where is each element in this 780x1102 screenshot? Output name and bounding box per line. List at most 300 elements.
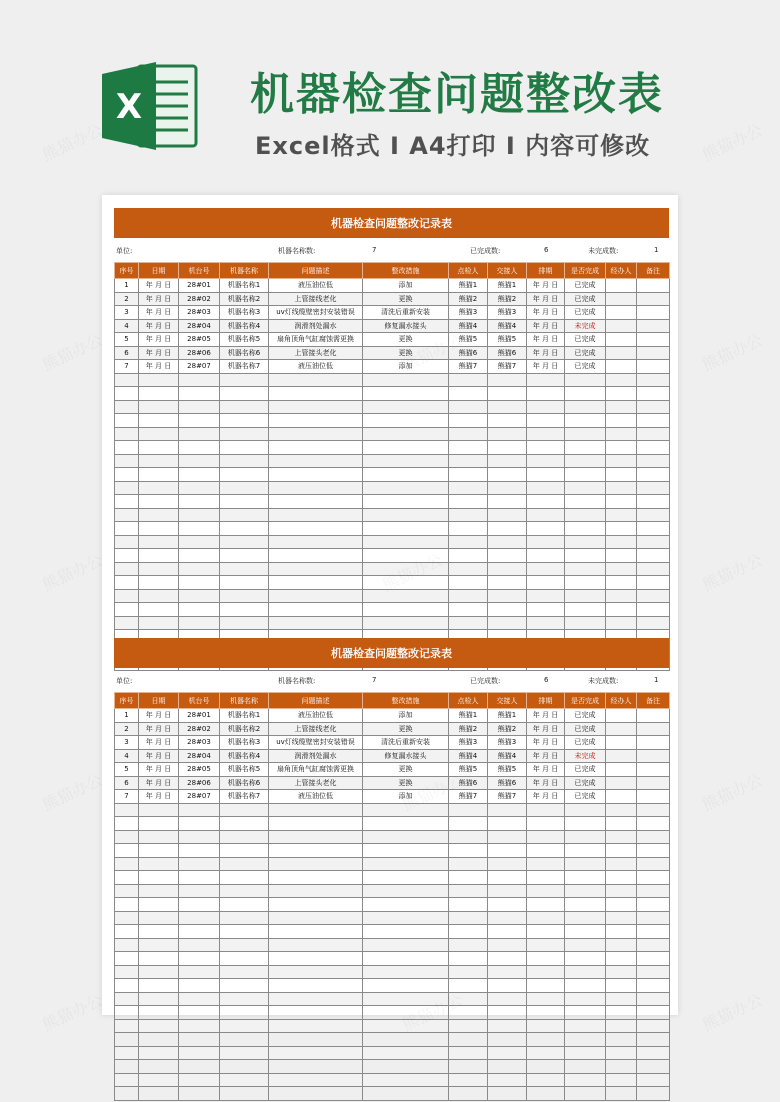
table-cell[interactable] (269, 468, 363, 482)
table-cell[interactable]: 6 (115, 346, 139, 360)
table-cell[interactable] (637, 911, 670, 925)
table-cell[interactable] (565, 387, 606, 401)
table-cell[interactable]: 5 (115, 763, 139, 777)
table-cell[interactable]: 6 (115, 776, 139, 790)
table-cell[interactable] (488, 1046, 527, 1060)
table-cell[interactable]: 年 月 日 (527, 736, 565, 750)
table-cell[interactable]: 已完成 (565, 360, 606, 374)
table-cell[interactable] (363, 925, 449, 939)
table-cell[interactable] (637, 373, 670, 387)
table-cell[interactable]: 熊猫2 (488, 722, 527, 736)
table-cell[interactable]: 机器名称7 (220, 360, 269, 374)
table-cell[interactable]: 年 月 日 (527, 360, 565, 374)
table-cell[interactable] (637, 749, 670, 763)
table-cell[interactable] (220, 468, 269, 482)
table-cell[interactable] (139, 373, 179, 387)
column-header[interactable]: 备注 (637, 263, 670, 279)
table-cell[interactable] (179, 884, 220, 898)
table-cell[interactable]: 7 (115, 360, 139, 374)
table-cell[interactable] (488, 1087, 527, 1101)
table-cell[interactable] (179, 1019, 220, 1033)
table-cell[interactable] (606, 1006, 637, 1020)
table-cell[interactable] (139, 992, 179, 1006)
table-cell[interactable]: 熊猫4 (449, 319, 488, 333)
table-cell[interactable] (179, 952, 220, 966)
table-cell[interactable] (637, 279, 670, 293)
table-cell[interactable]: 未完成 (565, 319, 606, 333)
table-cell[interactable] (637, 414, 670, 428)
table-cell[interactable] (449, 925, 488, 939)
table-cell[interactable]: 修复漏水接头 (363, 749, 449, 763)
table-cell[interactable] (363, 400, 449, 414)
table-cell[interactable] (115, 803, 139, 817)
table-cell[interactable] (220, 1073, 269, 1087)
table-cell[interactable] (565, 400, 606, 414)
table-cell[interactable] (488, 481, 527, 495)
table-cell[interactable] (637, 508, 670, 522)
machine-count-value[interactable]: 7 (372, 246, 377, 254)
table-cell[interactable] (488, 562, 527, 576)
table-cell[interactable] (139, 522, 179, 536)
table-cell[interactable]: 上管接线老化 (269, 292, 363, 306)
table-cell[interactable] (565, 1073, 606, 1087)
table-cell[interactable] (565, 1019, 606, 1033)
table-cell[interactable] (220, 857, 269, 871)
table-cell[interactable] (139, 1087, 179, 1101)
table-cell[interactable] (637, 1006, 670, 1020)
table-cell[interactable] (139, 495, 179, 509)
table-cell[interactable] (488, 1033, 527, 1047)
table-cell[interactable]: 熊猫6 (449, 776, 488, 790)
table-cell[interactable] (449, 481, 488, 495)
table-cell[interactable] (527, 1087, 565, 1101)
table-cell[interactable]: 机器名称3 (220, 306, 269, 320)
table-cell[interactable] (363, 535, 449, 549)
table-cell[interactable]: 上管接头老化 (269, 776, 363, 790)
table-cell[interactable]: 熊猫6 (488, 776, 527, 790)
table-cell[interactable] (527, 979, 565, 993)
table-cell[interactable] (637, 603, 670, 617)
table-cell[interactable] (179, 508, 220, 522)
table-cell[interactable] (488, 414, 527, 428)
column-header[interactable]: 问题描述 (269, 693, 363, 709)
table-cell[interactable] (637, 333, 670, 347)
table-cell[interactable] (527, 508, 565, 522)
table-cell[interactable] (269, 1019, 363, 1033)
table-cell[interactable]: 28#05 (179, 333, 220, 347)
table-cell[interactable] (637, 1019, 670, 1033)
table-cell[interactable]: 已完成 (565, 763, 606, 777)
table-cell[interactable] (637, 857, 670, 871)
table-cell[interactable]: 28#04 (179, 319, 220, 333)
table-cell[interactable] (565, 508, 606, 522)
table-cell[interactable] (115, 857, 139, 871)
table-cell[interactable] (527, 803, 565, 817)
table-cell[interactable] (115, 441, 139, 455)
table-cell[interactable]: 熊猫4 (449, 749, 488, 763)
table-cell[interactable] (637, 1087, 670, 1101)
table-cell[interactable] (179, 427, 220, 441)
table-cell[interactable] (115, 1033, 139, 1047)
table-cell[interactable]: 机器名称5 (220, 333, 269, 347)
table-cell[interactable] (488, 441, 527, 455)
table-cell[interactable] (637, 481, 670, 495)
table-cell[interactable] (179, 562, 220, 576)
table-cell[interactable] (220, 400, 269, 414)
table-cell[interactable] (115, 1006, 139, 1020)
table-cell[interactable] (565, 481, 606, 495)
table-cell[interactable] (139, 549, 179, 563)
table-cell[interactable]: 年 月 日 (527, 763, 565, 777)
table-cell[interactable] (139, 898, 179, 912)
table-cell[interactable] (269, 1006, 363, 1020)
table-cell[interactable] (363, 522, 449, 536)
table-cell[interactable] (139, 1046, 179, 1060)
table-cell[interactable] (527, 1019, 565, 1033)
table-cell[interactable] (269, 938, 363, 952)
table-cell[interactable] (637, 441, 670, 455)
table-cell[interactable] (179, 992, 220, 1006)
column-header[interactable]: 交接人 (488, 263, 527, 279)
table-cell[interactable] (269, 454, 363, 468)
table-cell[interactable] (565, 562, 606, 576)
table-cell[interactable]: 年 月 日 (139, 319, 179, 333)
table-cell[interactable] (115, 925, 139, 939)
table-cell[interactable]: 更换 (363, 776, 449, 790)
table-cell[interactable] (637, 427, 670, 441)
table-cell[interactable] (606, 508, 637, 522)
table-cell[interactable] (488, 427, 527, 441)
table-cell[interactable]: 更换 (363, 292, 449, 306)
table-cell[interactable]: 熊猫3 (449, 306, 488, 320)
table-cell[interactable]: 熊猫2 (449, 722, 488, 736)
table-cell[interactable]: 28#01 (179, 709, 220, 723)
table-cell[interactable] (637, 306, 670, 320)
table-cell[interactable]: 2 (115, 722, 139, 736)
table-cell[interactable] (637, 616, 670, 630)
column-header[interactable]: 经办人 (606, 693, 637, 709)
table-cell[interactable] (565, 549, 606, 563)
table-cell[interactable] (179, 1033, 220, 1047)
table-cell[interactable] (269, 1046, 363, 1060)
table-cell[interactable] (488, 884, 527, 898)
table-cell[interactable] (179, 871, 220, 885)
table-cell[interactable] (565, 965, 606, 979)
table-cell[interactable] (527, 1046, 565, 1060)
column-header[interactable]: 整改措施 (363, 263, 449, 279)
table-cell[interactable] (606, 319, 637, 333)
table-cell[interactable] (606, 535, 637, 549)
table-cell[interactable]: 机器名称3 (220, 736, 269, 750)
table-cell[interactable] (527, 427, 565, 441)
table-cell[interactable] (179, 441, 220, 455)
table-cell[interactable] (179, 454, 220, 468)
column-header[interactable]: 经办人 (606, 263, 637, 279)
table-cell[interactable] (139, 508, 179, 522)
table-cell[interactable] (527, 952, 565, 966)
table-cell[interactable] (565, 1060, 606, 1074)
table-cell[interactable] (606, 441, 637, 455)
table-cell[interactable] (269, 535, 363, 549)
table-cell[interactable]: 熊猫4 (488, 319, 527, 333)
table-cell[interactable] (269, 857, 363, 871)
table-cell[interactable] (115, 817, 139, 831)
table-cell[interactable] (637, 979, 670, 993)
table-cell[interactable] (363, 844, 449, 858)
table-cell[interactable]: 未完成 (565, 749, 606, 763)
table-cell[interactable] (449, 898, 488, 912)
table-cell[interactable] (179, 830, 220, 844)
table-cell[interactable]: 28#06 (179, 346, 220, 360)
table-cell[interactable] (220, 898, 269, 912)
table-cell[interactable] (269, 1060, 363, 1074)
table-cell[interactable] (139, 454, 179, 468)
table-cell[interactable]: 年 月 日 (139, 776, 179, 790)
table-cell[interactable]: 1 (115, 279, 139, 293)
table-cell[interactable]: 机器名称1 (220, 709, 269, 723)
table-cell[interactable]: 年 月 日 (527, 333, 565, 347)
table-cell[interactable]: 熊猫3 (449, 736, 488, 750)
table-cell[interactable] (449, 603, 488, 617)
table-cell[interactable] (565, 414, 606, 428)
table-cell[interactable] (606, 1087, 637, 1101)
table-cell[interactable] (179, 481, 220, 495)
table-cell[interactable] (363, 817, 449, 831)
table-cell[interactable] (606, 481, 637, 495)
table-cell[interactable] (606, 589, 637, 603)
table-cell[interactable] (449, 1033, 488, 1047)
table-cell[interactable] (606, 952, 637, 966)
table-cell[interactable]: 已完成 (565, 292, 606, 306)
table-cell[interactable] (139, 414, 179, 428)
table-cell[interactable] (565, 1087, 606, 1101)
table-cell[interactable] (179, 911, 220, 925)
table-cell[interactable] (363, 495, 449, 509)
table-cell[interactable]: 已完成 (565, 736, 606, 750)
table-cell[interactable]: 已完成 (565, 306, 606, 320)
table-cell[interactable] (363, 911, 449, 925)
table-cell[interactable] (269, 441, 363, 455)
table-cell[interactable] (269, 603, 363, 617)
table-cell[interactable] (488, 965, 527, 979)
table-cell[interactable] (488, 387, 527, 401)
table-cell[interactable]: 熊猫5 (488, 763, 527, 777)
table-cell[interactable] (606, 1073, 637, 1087)
table-cell[interactable] (449, 1087, 488, 1101)
table-cell[interactable] (220, 481, 269, 495)
table-cell[interactable] (115, 1060, 139, 1074)
table-cell[interactable]: 28#07 (179, 360, 220, 374)
column-header[interactable]: 交接人 (488, 693, 527, 709)
table-cell[interactable] (606, 1046, 637, 1060)
table-cell[interactable] (449, 1046, 488, 1060)
table-cell[interactable] (269, 803, 363, 817)
table-cell[interactable] (220, 1087, 269, 1101)
table-cell[interactable] (527, 938, 565, 952)
table-cell[interactable] (220, 830, 269, 844)
table-cell[interactable] (363, 589, 449, 603)
table-cell[interactable] (179, 938, 220, 952)
table-cell[interactable]: 已完成 (565, 333, 606, 347)
table-cell[interactable] (527, 844, 565, 858)
table-cell[interactable] (139, 576, 179, 590)
table-cell[interactable] (269, 1073, 363, 1087)
table-cell[interactable] (363, 965, 449, 979)
table-cell[interactable] (449, 468, 488, 482)
table-cell[interactable]: 年 月 日 (527, 319, 565, 333)
table-cell[interactable] (565, 884, 606, 898)
table-cell[interactable] (115, 481, 139, 495)
table-cell[interactable] (565, 603, 606, 617)
machine-count-value[interactable]: 7 (372, 676, 377, 684)
table-cell[interactable]: 熊猫3 (488, 306, 527, 320)
table-cell[interactable] (565, 1033, 606, 1047)
table-cell[interactable] (363, 938, 449, 952)
table-cell[interactable] (220, 1006, 269, 1020)
table-cell[interactable]: 熊猫6 (449, 346, 488, 360)
table-cell[interactable]: 1 (115, 709, 139, 723)
table-cell[interactable] (220, 925, 269, 939)
table-cell[interactable] (449, 817, 488, 831)
table-cell[interactable] (606, 979, 637, 993)
table-cell[interactable] (269, 844, 363, 858)
table-cell[interactable]: 熊猫7 (488, 360, 527, 374)
table-cell[interactable] (363, 468, 449, 482)
table-cell[interactable] (527, 616, 565, 630)
completed-value[interactable]: 6 (544, 676, 549, 684)
table-cell[interactable] (527, 857, 565, 871)
table-cell[interactable] (179, 535, 220, 549)
table-cell[interactable]: 机器名称4 (220, 749, 269, 763)
table-cell[interactable]: 年 月 日 (139, 292, 179, 306)
table-cell[interactable] (179, 576, 220, 590)
table-cell[interactable] (449, 589, 488, 603)
table-cell[interactable] (527, 830, 565, 844)
table-cell[interactable] (606, 522, 637, 536)
table-cell[interactable] (179, 898, 220, 912)
table-cell[interactable]: 熊猫4 (488, 749, 527, 763)
table-cell[interactable] (139, 979, 179, 993)
table-cell[interactable]: 2 (115, 292, 139, 306)
table-cell[interactable] (606, 736, 637, 750)
table-cell[interactable]: 熊猫1 (488, 709, 527, 723)
table-cell[interactable]: 年 月 日 (527, 346, 565, 360)
table-cell[interactable] (606, 830, 637, 844)
table-cell[interactable] (527, 373, 565, 387)
table-cell[interactable] (269, 508, 363, 522)
table-cell[interactable]: 上管接头老化 (269, 346, 363, 360)
table-cell[interactable] (220, 616, 269, 630)
table-cell[interactable] (488, 803, 527, 817)
table-cell[interactable] (565, 979, 606, 993)
table-cell[interactable]: 5 (115, 333, 139, 347)
table-cell[interactable] (179, 965, 220, 979)
table-cell[interactable] (179, 925, 220, 939)
table-cell[interactable]: 28#03 (179, 736, 220, 750)
table-cell[interactable] (637, 535, 670, 549)
table-cell[interactable]: 年 月 日 (527, 776, 565, 790)
table-cell[interactable] (179, 414, 220, 428)
table-cell[interactable] (220, 373, 269, 387)
table-cell[interactable] (606, 884, 637, 898)
table-cell[interactable] (637, 790, 670, 804)
table-cell[interactable] (139, 857, 179, 871)
table-cell[interactable] (115, 871, 139, 885)
table-cell[interactable] (565, 992, 606, 1006)
column-header[interactable]: 机器名称 (220, 263, 269, 279)
table-cell[interactable] (637, 925, 670, 939)
table-cell[interactable]: 上管接线老化 (269, 722, 363, 736)
table-cell[interactable] (606, 1033, 637, 1047)
table-cell[interactable] (449, 803, 488, 817)
table-cell[interactable] (115, 938, 139, 952)
table-cell[interactable] (179, 603, 220, 617)
table-cell[interactable]: 扇角顶角气缸腐蚀需更换 (269, 763, 363, 777)
table-cell[interactable]: 熊猫6 (488, 346, 527, 360)
table-cell[interactable]: 熊猫5 (488, 333, 527, 347)
column-header[interactable]: 整改措施 (363, 693, 449, 709)
table-cell[interactable] (269, 884, 363, 898)
table-cell[interactable] (565, 871, 606, 885)
table-cell[interactable]: 扇角顶角气缸腐蚀需更换 (269, 333, 363, 347)
table-cell[interactable]: 年 月 日 (139, 749, 179, 763)
table-cell[interactable] (269, 549, 363, 563)
table-cell[interactable] (220, 589, 269, 603)
table-cell[interactable] (220, 979, 269, 993)
table-cell[interactable] (449, 1019, 488, 1033)
table-cell[interactable] (637, 522, 670, 536)
table-cell[interactable] (115, 589, 139, 603)
table-cell[interactable] (220, 803, 269, 817)
table-cell[interactable] (606, 992, 637, 1006)
column-header[interactable]: 序号 (115, 693, 139, 709)
table-cell[interactable] (269, 871, 363, 885)
table-cell[interactable] (606, 562, 637, 576)
table-cell[interactable]: 年 月 日 (139, 333, 179, 347)
table-cell[interactable]: uv灯线缆壁密封安装错误 (269, 736, 363, 750)
table-cell[interactable] (115, 468, 139, 482)
table-cell[interactable]: 液压油位低 (269, 709, 363, 723)
table-cell[interactable] (606, 333, 637, 347)
table-cell[interactable]: 熊猫7 (488, 790, 527, 804)
table-cell[interactable] (363, 441, 449, 455)
table-cell[interactable] (527, 441, 565, 455)
table-cell[interactable] (637, 387, 670, 401)
table-cell[interactable]: 机器名称1 (220, 279, 269, 293)
table-cell[interactable] (606, 763, 637, 777)
table-cell[interactable] (637, 1033, 670, 1047)
table-cell[interactable] (606, 857, 637, 871)
table-cell[interactable] (565, 938, 606, 952)
table-cell[interactable]: 年 月 日 (527, 749, 565, 763)
table-cell[interactable] (527, 817, 565, 831)
table-cell[interactable]: 机器名称4 (220, 319, 269, 333)
table-cell[interactable] (606, 454, 637, 468)
table-cell[interactable]: 年 月 日 (139, 346, 179, 360)
table-cell[interactable] (363, 1046, 449, 1060)
table-cell[interactable]: 已完成 (565, 709, 606, 723)
table-cell[interactable]: 年 月 日 (527, 722, 565, 736)
table-cell[interactable] (527, 495, 565, 509)
table-cell[interactable] (139, 1033, 179, 1047)
table-cell[interactable] (139, 1019, 179, 1033)
table-cell[interactable] (269, 522, 363, 536)
table-cell[interactable] (269, 830, 363, 844)
table-cell[interactable] (527, 562, 565, 576)
table-cell[interactable] (606, 803, 637, 817)
table-cell[interactable]: 添加 (363, 790, 449, 804)
table-cell[interactable] (179, 400, 220, 414)
